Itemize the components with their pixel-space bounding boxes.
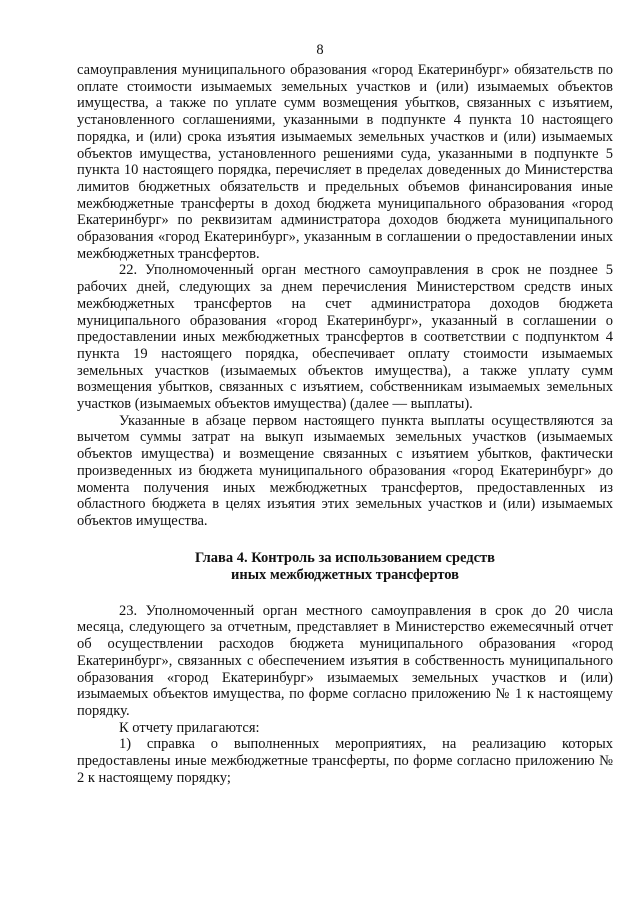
- page-number: 8: [316, 42, 324, 58]
- paragraph-item-22-second: Указанные в абзаце первом настоящего пункта выплаты осуществляются за вычетом суммы затрат на выкуп изымаемых земельных участков (изымаемых объектов имущества) и возмещение связанных с изъятием убытков, фактически произведенных из бюджета муниципального образования «город Екатеринбург» до момента получения иных межбюджетных трансфертов, предоставленных из областного бюджета в целях изъятия этих земельных участков и (или) изымаемых объектов имущества.: [77, 412, 613, 529]
- paragraph-item-23: 23. Уполномоченный орган местного самоуправления в срок до 20 числа месяца, следующего за отчетным, представляет в Министерство ежемесячный отчет об осуществлении расходов бюджета муниципального образования «город Екатеринбург», связанных с обеспечением изъятия в собственность муниципального образования «город Екатеринбург» изымаемых земельных участков и (или) изымаемых объектов имущества, по форме согласно приложению № 1 к настоящему порядку.: [77, 602, 613, 719]
- chapter-title-line-2: иных межбюджетных трансфертов: [230, 566, 459, 583]
- paragraph-item-22: 22. Уполномоченный орган местного самоуправления в срок не позднее 5 рабочих дней, следующих за днем перечисления Министерством средств иных межбюджетных трансфертов на счет администратора доходов бюджета муниципального образования «город Екатеринбург», указанный в соглашении о предоставлении иных межбюджетных трансфертов в соответствии с подпунктом 4 пункта 19 настоящего порядка, обеспечивает оплату стоимости изымаемых земельных участков (изымаемых объектов имущества), а также уплату сумм возмещения убытков, связанных с изъятием, собственникам изымаемых земельных участков (изымаемых объектов имущества) (далее — выплаты).: [77, 262, 613, 413]
- paragraph-continuation: самоуправления муниципального образования «город Екатеринбург» обязательств по оплате стоимости изымаемых земельных участков и (или) изымаемых объектов имущества, а также по уплате сумм возмещения убытков, связанных с изъятием, установленного соглашениями, указанными в подпункте 4 пункта 10 настоящего порядка, и (или) срока изъятия изымаемых земельных участков и (или) изымаемых объектов имущества, установленного решениями суда, указанными в подпункте 5 пункта 10 настоящего порядка, перечисляет в пределах доведенных до Министерства лимитов бюджетных обязательств и предельных объемов финансирования иные межбюджетные трансферты в доход бюджета муниципального образования «город Екатеринбург» по реквизитам администратора доходов бюджета муниципального образования «город Екатеринбург», указанным в соглашении о предоставлении иных межбюджетных трансфертов.: [77, 62, 613, 262]
- chapter-heading: [77, 550, 613, 584]
- paragraph-attachment-1: 1) справка о выполненных мероприятиях, на реализацию которых предоставлены иные межбюджетные трансферты, по форме согласно приложению № 2 к настоящему порядку;: [77, 736, 613, 786]
- paragraph-attachments-intro: К отчету прилагаются:: [119, 719, 260, 736]
- chapter-title-line-1: Глава 4. Контроль за использованием средств: [195, 549, 495, 566]
- document-body: [77, 62, 613, 786]
